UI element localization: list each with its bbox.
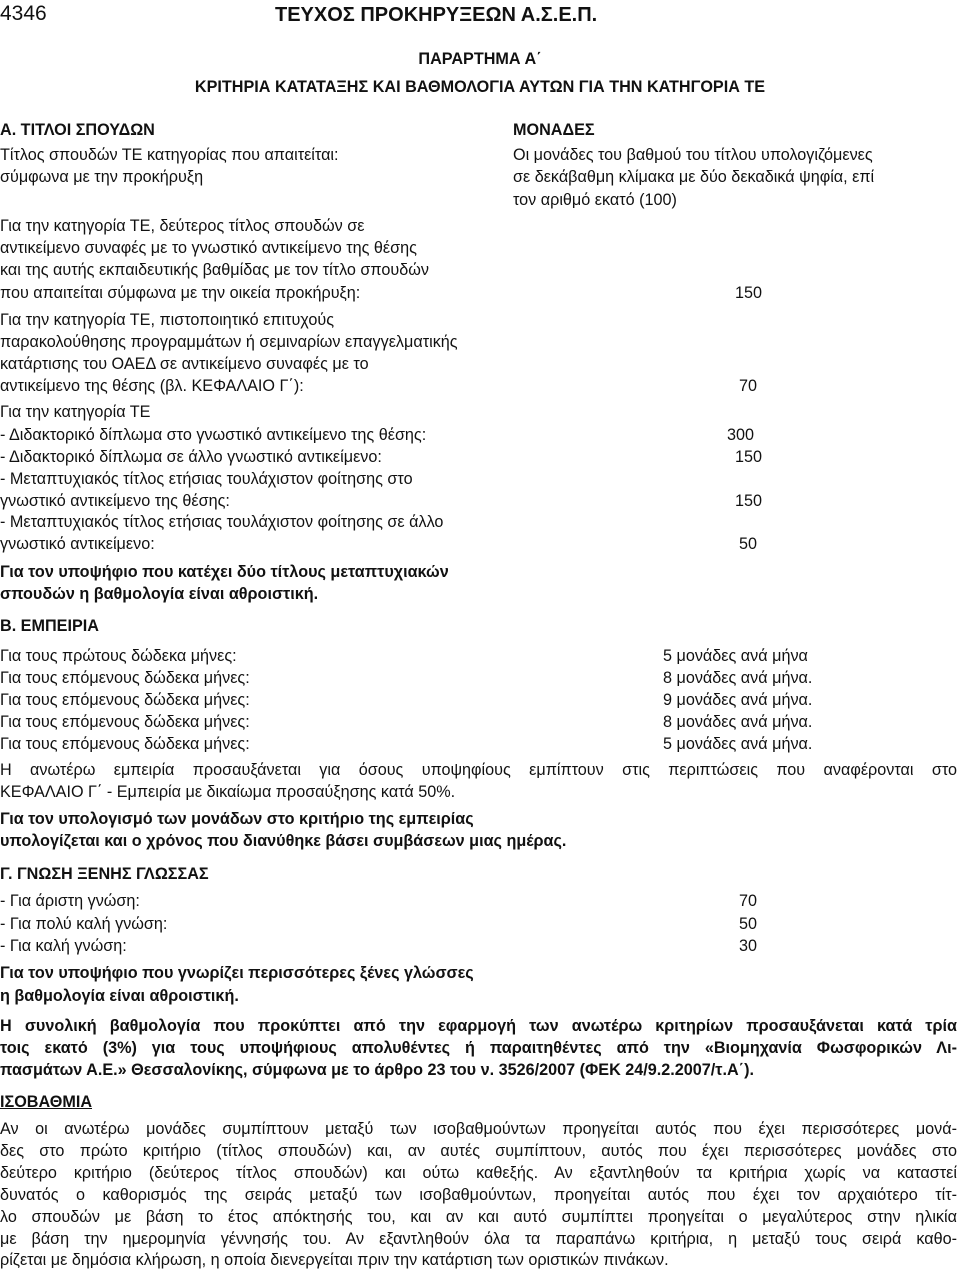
annex-subtitle: ΚΡΙΤΗΡΙΑ ΚΑΤΑΤΑΞΗΣ ΚΑΙ ΒΑΘΜΟΛΟΓΙΑ ΑΥΤΩΝ ΓΙΑ ΤΗΝ ΚΑΤΗΓΟΡΙΑ ΤΕ [194,78,766,96]
cumulative-note-line: Για τον υποψήφιο που κατέχει δύο τίτλους μεταπτυχιακών [0,563,449,581]
intro-left-line: σύμφωνα με την προκήρυξη [0,168,204,186]
language-value: 30 [739,937,758,955]
experience-value: 5 μονάδες ανά μήνα. [663,735,813,753]
cumulative-note-line: σπουδών η βαθμολογία είναι αθροιστική. [0,585,319,603]
intro-right-line: τον αριθμό εκατό (100) [513,191,677,209]
degree-item-value: 300 [727,426,755,444]
experience-label: Για τους επόμενους δώδεκα μήνες: [0,713,250,731]
degree-item-value: 150 [735,448,763,466]
section-c-heading: Γ. ΓΝΩΣΗ ΞΕΝΗΣ ΓΛΩΣΣΑΣ [0,865,209,883]
tie-heading: ΙΣΟΒΑΘΜΙΑ [0,1093,93,1111]
experience-calc-note-line: υπολογίζεται και ο χρόνος που διανύθηκε βάσει συμβάσεων μιας ημέρας. [0,832,567,850]
experience-note-line: ΚΕΦΑΛΑΙΟ Γ΄ - Εμπειρία με δικαίωμα προσαύξησης κατά 50%. [0,783,456,801]
degree-item-line: - Μεταπτυχιακός τίτλος ετήσιας τουλάχιστον φοίτησης στο [0,470,413,488]
tie-paragraph-line: δυνατός ο καθορισμός της σειράς μεταξύ των ισοβαθμούντων, προηγείται αυτός που έχει τον αρχαιότερο τίτ- [0,1186,957,1204]
section-b-heading: Β. ΕΜΠΕΙΡΙΑ [0,617,99,635]
experience-value: 5 μονάδες ανά μήνα [663,647,808,665]
tie-paragraph-line: δεύτερο κριτήριο (δεύτερος τίτλος σπουδών) και ούτω καθεξής. Αν εξαντληθούν τα κριτήρια χωρίς να καταστεί [0,1164,957,1182]
experience-value: 9 μονάδες ανά μήνα. [663,691,813,709]
certificate-line: κατάρτισης του ΟΑΕΔ σε αντικείμενο συναφές με το [0,355,369,373]
bonus-note-line: Η συνολική βαθμολογία που προκύπτει από την εφαρμογή των ανωτέρω κριτηρίων προσαυξάνεται κατά τρία [0,1017,957,1035]
language-label: - Για καλή γνώση: [0,937,127,955]
intro-right-line: Οι μονάδες του βαθμού του τίτλου υπολογιζόμενες [513,146,873,164]
section-a-heading: Α. ΤΙΤΛΟΙ ΣΠΟΥΔΩΝ [0,121,155,139]
experience-label: Για τους πρώτους δώδεκα μήνες: [0,647,237,665]
degree-item-value: 150 [735,492,763,510]
certificate-line: αντικείμενο της θέσης (βλ. ΚΕΦΑΛΑΙΟ Γ΄): [0,377,304,395]
tie-paragraph-line: λο σπουδών με βάση το έτος απόκτησής του, και αν και αυτό συμπίπτει προηγείται ο μεγαλύτερος στην ηλικία [0,1208,957,1226]
experience-value: 8 μονάδες ανά μήνα. [663,669,813,687]
bonus-note-line: τοις εκατό (3%) για τους υποψήφιους απολυθέντες ή παραιτηθέντες από την «Βιομηχανία Φωσφορικών Λι- [0,1039,957,1057]
degree-item-line: - Διδακτορικό δίπλωμα στο γνωστικό αντικείμενο της θέσης: [0,426,427,444]
intro-left-line: Τίτλος σπουδών ΤΕ κατηγορίας που απαιτείται: [0,146,339,164]
language-cumulative-note-line: η βαθμολογία είναι αθροιστική. [0,987,239,1005]
page-number: 4346 [0,2,47,25]
language-value: 50 [739,915,758,933]
intro-right-line: σε δεκάβαθμη κλίμακα με δύο δεκαδικά ψηφία, επί [513,168,875,186]
degree-item-line: - Διδακτορικό δίπλωμα σε άλλο γνωστικό αντικείμενο: [0,448,382,466]
degree-item-line: γνωστικό αντικείμενο της θέσης: [0,492,230,510]
certificate-line: παρακολούθησης προγραμμάτων ή σεμιναρίων επαγγελματικής [0,333,458,351]
certificate-line: Για την κατηγορία ΤΕ, πιστοποιητικό επιτυχούς [0,311,335,329]
bonus-note-line: πασμάτων Α.Ε.» Θεσσαλονίκης, σύμφωνα με το άρθρο 23 του ν. 3526/2007 (ΦΕΚ 24/9.2.2007/τ.Α΄). [0,1061,754,1079]
language-label: - Για άριστη γνώση: [0,892,140,910]
second-degree-line: και της αυτής εκπαιδευτικής βαθμίδας με τον τίτλο σπουδών [0,261,429,279]
experience-note-line: Η ανωτέρω εμπειρία προσαυξάνεται για όσους υποψηφίους εμπίπτουν στις περιπτώσεις που αναφέρονται στο [0,761,957,779]
publication-title: ΤΕΥΧΟΣ ΠΡΟΚΗΡΥΞΕΩΝ Α.Σ.Ε.Π. [275,4,598,26]
experience-label: Για τους επόμενους δώδεκα μήνες: [0,691,250,709]
tie-paragraph-line: με βάση την ημερομηνία γέννησής του. Αν εξαντληθούν όλα τα παραπάνω κριτήρια, η μεταξύ τους σειρά καθο- [0,1230,957,1248]
tie-paragraph-line: δες στο πρώτο κριτήριο (τίτλος σπουδών) και, αν αυτές συμπίπτουν, αυτός που έχει περισσότερες μονάδες στο [0,1142,957,1160]
units-heading: ΜΟΝΑΔΕΣ [513,121,595,139]
second-degree-line: Για την κατηγορία ΤΕ, δεύτερος τίτλος σπουδών σε [0,217,365,235]
tie-paragraph-line: Αν οι ανωτέρω μονάδες συμπίπτουν μεταξύ των ισοβαθμούντων προηγείται αυτός που έχει περισσότερες μονά- [0,1120,957,1138]
experience-label: Για τους επόμενους δώδεκα μήνες: [0,735,250,753]
experience-label: Για τους επόμενους δώδεκα μήνες: [0,669,250,687]
language-value: 70 [739,892,758,910]
annex-title: ΠΑΡΑΡΤΗΜΑ Α΄ [418,50,542,68]
second-degree-line: αντικείμενο συναφές με το γνωστικό αντικείμενο της θέσης [0,239,417,257]
certificate-value: 70 [739,377,758,395]
second-degree-line: που απαιτείται σύμφωνα με την οικεία προκήρυξη: [0,284,361,302]
degree-item-line: - Μεταπτυχιακός τίτλος ετήσιας τουλάχιστον φοίτησης σε άλλο [0,513,444,531]
degree-item-value: 50 [739,535,758,553]
language-label: - Για πολύ καλή γνώση: [0,915,168,933]
category-label: Για την κατηγορία ΤΕ [0,403,151,421]
experience-calc-note-line: Για τον υπολογισμό των μονάδων στο κριτήριο της εμπειρίας [0,810,474,828]
second-degree-value: 150 [735,284,763,302]
degree-item-line: γνωστικό αντικείμενο: [0,535,155,553]
tie-paragraph-line: ρίζεται με δημόσια κλήρωση, η οποία διενεργείται πριν την κατάρτιση των οριστικών πινάκων. [0,1251,669,1269]
experience-value: 8 μονάδες ανά μήνα. [663,713,813,731]
language-cumulative-note-line: Για τον υποψήφιο που γνωρίζει περισσότερες ξένες γλώσσες [0,964,474,982]
